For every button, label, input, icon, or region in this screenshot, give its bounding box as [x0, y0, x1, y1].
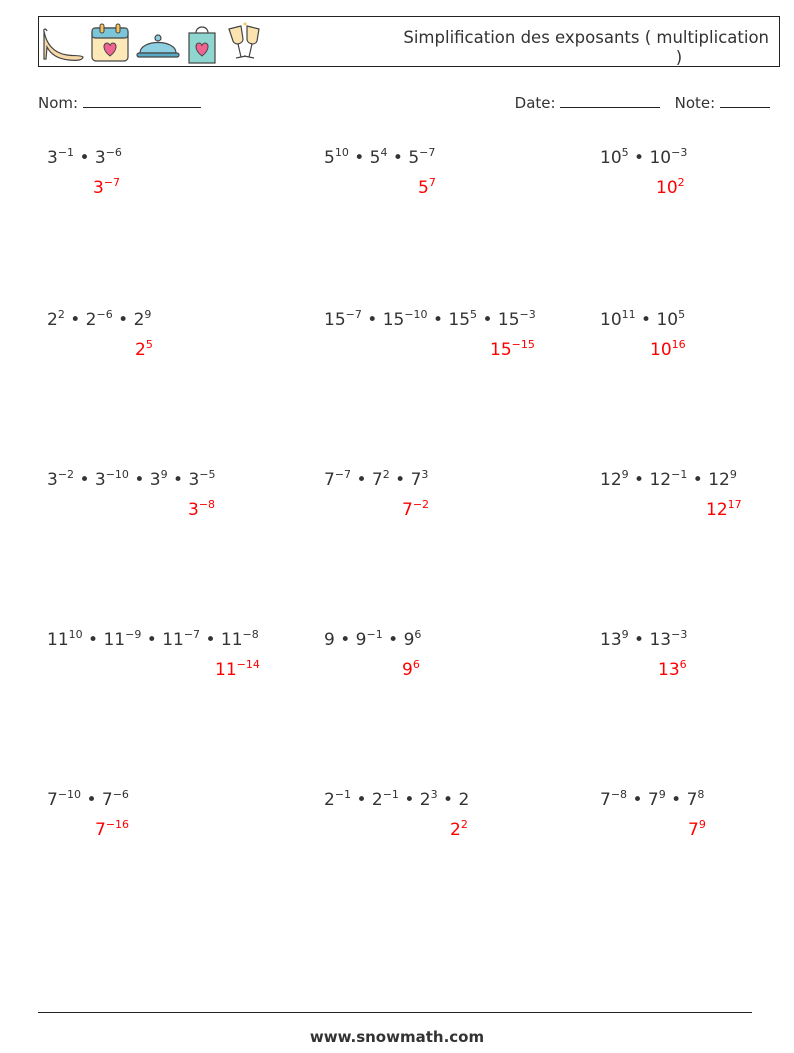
multiply-dot: • [635, 310, 657, 330]
term-exponent: −1 [366, 628, 383, 641]
problem-answer [650, 340, 686, 360]
multiply-dot: • [382, 630, 404, 650]
problem-expression [47, 310, 151, 330]
term-exponent: −7 [419, 146, 436, 159]
problem-answer [95, 820, 129, 840]
problem-answer [688, 820, 706, 840]
term-exponent: −3 [671, 146, 688, 159]
term-base: 10 [656, 310, 679, 330]
term-base: 9 [403, 630, 415, 650]
term-exponent: −1 [671, 468, 688, 481]
problem-expression [47, 148, 122, 168]
term-exponent: 10 [334, 146, 349, 159]
answer-base: 3 [188, 500, 199, 520]
term-exponent: 9 [160, 468, 168, 481]
answer-exponent: 5 [145, 338, 153, 351]
title-line-1: Simplification des exposants ( multiplication [403, 28, 769, 47]
multiply-dot: • [628, 470, 650, 490]
term-exponent: −6 [105, 146, 122, 159]
term-exponent: 3 [430, 788, 438, 801]
multiply-dot: • [82, 630, 104, 650]
multiply-dot: • [334, 630, 356, 650]
answer-base: 7 [688, 820, 699, 840]
problem-answer [215, 660, 260, 680]
term-base: 11 [103, 630, 126, 650]
problem-item [600, 470, 794, 530]
answer-exponent: 16 [671, 338, 686, 351]
term-base: 10 [600, 148, 622, 168]
multiply-dot: • [427, 310, 449, 330]
term-base: 2 [133, 310, 145, 330]
problem-answer [188, 500, 215, 520]
answer-base: 10 [656, 178, 678, 198]
multiply-dot: • [74, 148, 95, 168]
term-base: 15 [448, 310, 471, 330]
term-base: 13 [649, 630, 672, 650]
problem-answer [706, 500, 742, 520]
term-exponent: 6 [414, 628, 422, 641]
problem-expression [324, 470, 428, 490]
term-exponent: −10 [404, 308, 428, 321]
term-base: 5 [369, 148, 381, 168]
problem-expression [600, 470, 737, 490]
term-base: 15 [324, 310, 346, 330]
term-base: 9 [324, 630, 335, 650]
problem-item [324, 790, 574, 850]
problem-item [47, 630, 297, 690]
problem-item [324, 470, 574, 530]
term-base: 7 [47, 790, 58, 810]
problem-item [600, 148, 794, 208]
cloche-icon [135, 23, 181, 63]
date-note-fields [515, 94, 770, 112]
term-exponent: −1 [334, 788, 352, 801]
term-base: 15 [382, 310, 405, 330]
term-exponent: 4 [380, 146, 388, 159]
term-base: 2 [419, 790, 431, 810]
term-base: 5 [408, 148, 420, 168]
term-base: 5 [324, 148, 335, 168]
problem-answer [402, 500, 429, 520]
gift-bag-heart-icon [185, 21, 219, 65]
multiply-dot: • [437, 790, 459, 810]
term-base: 13 [600, 630, 622, 650]
term-exponent: −3 [519, 308, 536, 321]
term-exponent: 5 [678, 308, 686, 321]
problem-item [600, 790, 794, 850]
multiply-dot: • [687, 470, 709, 490]
term-exponent: −7 [345, 308, 362, 321]
problem-expression [600, 148, 687, 168]
title-line-2: ) [675, 48, 683, 67]
term-base: 7 [647, 790, 659, 810]
term-base: 7 [600, 790, 611, 810]
multiply-dot: • [398, 790, 420, 810]
answer-exponent: −8 [198, 498, 216, 511]
champagne-glasses-icon [223, 21, 267, 65]
multiply-dot: • [627, 790, 648, 810]
problem-item [324, 148, 574, 208]
multiply-dot: • [348, 148, 370, 168]
multiply-dot: • [351, 470, 372, 490]
multiply-dot: • [64, 310, 86, 330]
answer-base: 11 [215, 660, 237, 680]
term-base: 3 [47, 470, 58, 490]
answer-exponent: −7 [103, 176, 121, 189]
term-exponent: −8 [610, 788, 628, 801]
term-base: 2 [47, 310, 58, 330]
problem-expression [47, 470, 216, 490]
problem-answer [658, 660, 687, 680]
term-base: 2 [85, 310, 97, 330]
term-exponent: 8 [697, 788, 705, 801]
name-blank[interactable] [83, 94, 201, 108]
term-exponent: −9 [125, 628, 142, 641]
multiply-dot: • [361, 310, 383, 330]
term-base: 7 [324, 470, 335, 490]
problem-item [600, 310, 794, 370]
multiply-dot: • [74, 470, 95, 490]
problem-expression [324, 630, 421, 650]
term-exponent: −6 [112, 788, 129, 801]
term-exponent: −2 [57, 468, 75, 481]
term-exponent: 9 [621, 468, 629, 481]
problem-expression [47, 790, 129, 810]
term-exponent: −7 [334, 468, 352, 481]
term-base: 12 [708, 470, 730, 490]
term-exponent: 9 [658, 788, 666, 801]
multiply-dot: • [81, 790, 102, 810]
problem-expression [324, 790, 469, 810]
answer-base: 2 [450, 820, 461, 840]
high-heel-icon [41, 23, 85, 63]
problem-answer [402, 660, 420, 680]
term-base: 3 [94, 470, 106, 490]
term-base: 3 [94, 148, 106, 168]
term-exponent: 5 [470, 308, 478, 321]
multiply-dot: • [167, 470, 189, 490]
multiply-dot: • [628, 148, 650, 168]
date-label: Date: [514, 94, 556, 112]
answer-exponent: −15 [511, 338, 535, 351]
term-base: 11 [162, 630, 184, 650]
term-exponent: 10 [68, 628, 83, 641]
answer-base: 3 [93, 178, 104, 198]
term-exponent: −10 [57, 788, 82, 801]
multiply-dot: • [200, 630, 221, 650]
answer-exponent: 2 [677, 176, 685, 189]
answer-base: 12 [706, 500, 728, 520]
name-label: Nom: [38, 94, 79, 112]
term-exponent: 2 [382, 468, 390, 481]
term-base: 7 [101, 790, 113, 810]
term-exponent: −7 [183, 628, 201, 641]
term-base: 7 [686, 790, 698, 810]
problem-item [324, 630, 574, 690]
answer-exponent: 9 [698, 818, 706, 831]
answer-exponent: −14 [236, 658, 260, 671]
problem-expression [600, 310, 685, 330]
date-blank[interactable] [560, 94, 660, 108]
multiply-dot: • [112, 310, 134, 330]
answer-exponent: −2 [412, 498, 430, 511]
term-base: 9 [355, 630, 367, 650]
answer-exponent: 17 [727, 498, 742, 511]
worksheet-title [399, 28, 769, 68]
term-exponent: −5 [199, 468, 216, 481]
problem-answer [93, 178, 120, 198]
problem-expression [47, 630, 259, 650]
problem-item [47, 310, 297, 370]
multiply-dot: • [389, 470, 411, 490]
problem-expression [324, 148, 435, 168]
term-base: 3 [188, 470, 200, 490]
header-icons [41, 20, 267, 66]
note-label: Note: [674, 94, 716, 112]
problem-item [47, 790, 297, 850]
answer-base: 15 [490, 340, 512, 360]
term-exponent: 5 [621, 146, 629, 159]
problem-answer [490, 340, 535, 360]
problem-expression [600, 630, 687, 650]
term-exponent: 9 [621, 628, 629, 641]
header-box [38, 16, 780, 67]
term-base: 11 [220, 630, 243, 650]
term-base: 15 [497, 310, 520, 330]
term-exponent: 9 [144, 308, 152, 321]
answer-base: 5 [418, 178, 429, 198]
answer-exponent: 6 [679, 658, 687, 671]
problem-item [47, 470, 297, 530]
term-base: 2 [371, 790, 383, 810]
problem-answer [450, 820, 468, 840]
term-base: 10 [649, 148, 672, 168]
calendar-heart-icon [89, 22, 131, 64]
name-field [38, 94, 201, 112]
multiply-dot: • [141, 630, 163, 650]
answer-base: 10 [650, 340, 672, 360]
answer-exponent: 2 [460, 818, 468, 831]
term-exponent: −8 [242, 628, 259, 641]
multiply-dot: • [477, 310, 498, 330]
term-base: 11 [47, 630, 69, 650]
footer-divider [38, 1012, 752, 1013]
answer-exponent: 6 [412, 658, 420, 671]
term-exponent: −1 [382, 788, 399, 801]
term-base: 3 [149, 470, 161, 490]
problem-expression [324, 310, 536, 330]
multiply-dot: • [351, 790, 372, 810]
term-base: 7 [410, 470, 422, 490]
problem-answer [656, 178, 685, 198]
multiply-dot: • [128, 470, 150, 490]
term-exponent: 3 [421, 468, 429, 481]
problem-item [324, 310, 574, 370]
term-base: 2 [458, 790, 470, 810]
term-exponent: −10 [105, 468, 129, 481]
term-base: 10 [600, 310, 622, 330]
term-exponent: −1 [57, 146, 75, 159]
multiply-dot: • [628, 630, 650, 650]
problem-item [47, 148, 297, 208]
answer-exponent: −16 [105, 818, 130, 831]
term-base: 3 [47, 148, 58, 168]
term-base: 12 [649, 470, 672, 490]
answer-base: 7 [95, 820, 106, 840]
term-exponent: 11 [621, 308, 636, 321]
answer-exponent: 7 [428, 176, 436, 189]
term-exponent: −3 [671, 628, 688, 641]
problem-item [600, 630, 794, 690]
term-base: 12 [600, 470, 622, 490]
term-exponent: −6 [96, 308, 113, 321]
problem-answer [135, 340, 153, 360]
multiply-dot: • [665, 790, 687, 810]
term-exponent: 9 [729, 468, 737, 481]
problem-expression [600, 790, 704, 810]
term-base: 7 [371, 470, 383, 490]
term-base: 2 [324, 790, 335, 810]
answer-base: 2 [135, 340, 146, 360]
answer-base: 7 [402, 500, 413, 520]
footer-url: www.snowmath.com [309, 1028, 485, 1046]
problem-answer [418, 178, 436, 198]
note-blank[interactable] [720, 94, 770, 108]
answer-base: 9 [402, 660, 413, 680]
multiply-dot: • [387, 148, 409, 168]
answer-base: 13 [658, 660, 680, 680]
term-exponent: 2 [57, 308, 65, 321]
